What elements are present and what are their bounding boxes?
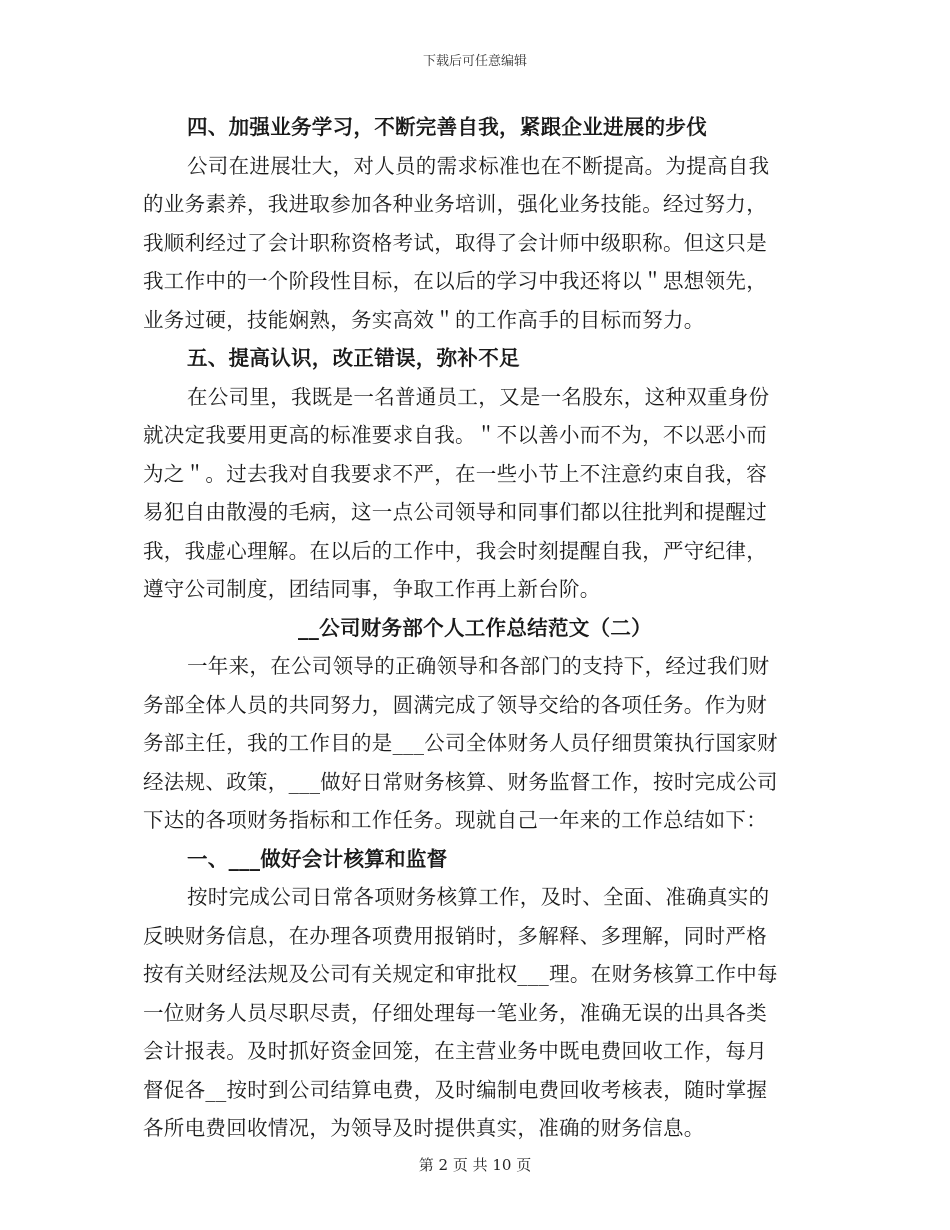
paragraph-first-line: 在公司里，我既是一名普通员工，又是一名股东，这种双重身份 <box>187 384 770 409</box>
paragraph-line: 业务过硬，技能娴熟，务实高效＂的工作高手的目标而努力。 <box>143 307 705 332</box>
paragraph-line: 各所电费回收情况，为领导及时提供真实，准确的财务信息。 <box>143 1116 705 1140</box>
paragraph-line: 的业务素养，我进取参加各种业务培训，强化业务技能。经过努力， <box>143 192 767 216</box>
paragraph-line: 易犯自由散漫的毛病，这一点公司领导和同事们都以往批判和提醒过 <box>143 500 767 524</box>
paragraph-first-line: 公司在进展壮大，对人员的需求标准也在不断提高。为提高自我 <box>187 153 770 178</box>
paragraph-first-line: 按时完成公司日常各项财务核算工作，及时、全面、准确真实的 <box>187 885 770 909</box>
page-number: 第 2 页 共 10 页 <box>418 1156 532 1174</box>
paragraph-line: 会计报表。及时抓好资金回笼，在主营业务中既电费回收工作，每月 <box>143 1039 767 1063</box>
paragraph-line: 务部全体人员的共同努力，圆满完成了领导交给的各项任务。作为财 <box>143 692 767 717</box>
section-heading: 四、加强业务学习，不断完善自我，紧跟企业进展的步伐 <box>187 115 707 139</box>
paragraph-line: 就决定我要用更高的标准要求自我。＂不以善小而不为，不以恶小而 <box>143 423 767 447</box>
paragraph-line: 按有关财经法规及公司有关规定和审批权___理。在财务核算工作中每 <box>143 962 778 986</box>
paragraph-line: 为之＂。过去我对自我要求不严，在一些小节上不注意约束自我，容 <box>143 461 767 486</box>
paragraph-line: 反映财务信息，在办理各项费用报销时，多解释、多理解，同时严格 <box>143 923 767 948</box>
paragraph-line: 我顺利经过了会计职称资格考试，取得了会计师中级职称。但这只是 <box>143 230 767 255</box>
paragraph-line: 遵守公司制度，团结同事，争取工作再上新台阶。 <box>143 577 601 601</box>
section-heading: 一、___做好会计核算和监督 <box>187 846 448 871</box>
paragraph-line: 督促各__按时到公司结算电费，及时编制电费回收考核表，随时掌握 <box>143 1077 768 1102</box>
document-body <box>143 108 807 1148</box>
paragraph-line: 我，我虚心理解。在以后的工作中，我会时刻提醒自我，严守纪律， <box>143 538 767 563</box>
paragraph-line: 经法规、政策，___做好日常财务核算、财务监督工作，按时完成公司 <box>143 769 778 794</box>
document-title: __公司财务部个人工作总结范文（二） <box>298 615 652 640</box>
paragraph-line: 务部主任，我的工作目的是___公司全体财务人员仔细贯策执行国家财 <box>143 731 778 755</box>
paragraph-line: 我工作中的一个阶段性目标，在以后的学习中我还将以＂思想领先， <box>143 269 767 293</box>
paragraph-line: 一位财务人员尽职尽责，仔细处理每一笔业务，准确无误的出具各类 <box>143 1000 767 1025</box>
section-heading: 五、提高认识，改正错误，弥补不足 <box>187 346 520 370</box>
paragraph-first-line: 一年来，在公司领导的正确领导和各部门的支持下，经过我们财 <box>187 654 770 678</box>
page-header: 下载后可任意编辑 <box>422 54 527 69</box>
paragraph-line: 下达的各项财务指标和工作任务。现就自己一年来的工作总结如下： <box>143 808 767 832</box>
